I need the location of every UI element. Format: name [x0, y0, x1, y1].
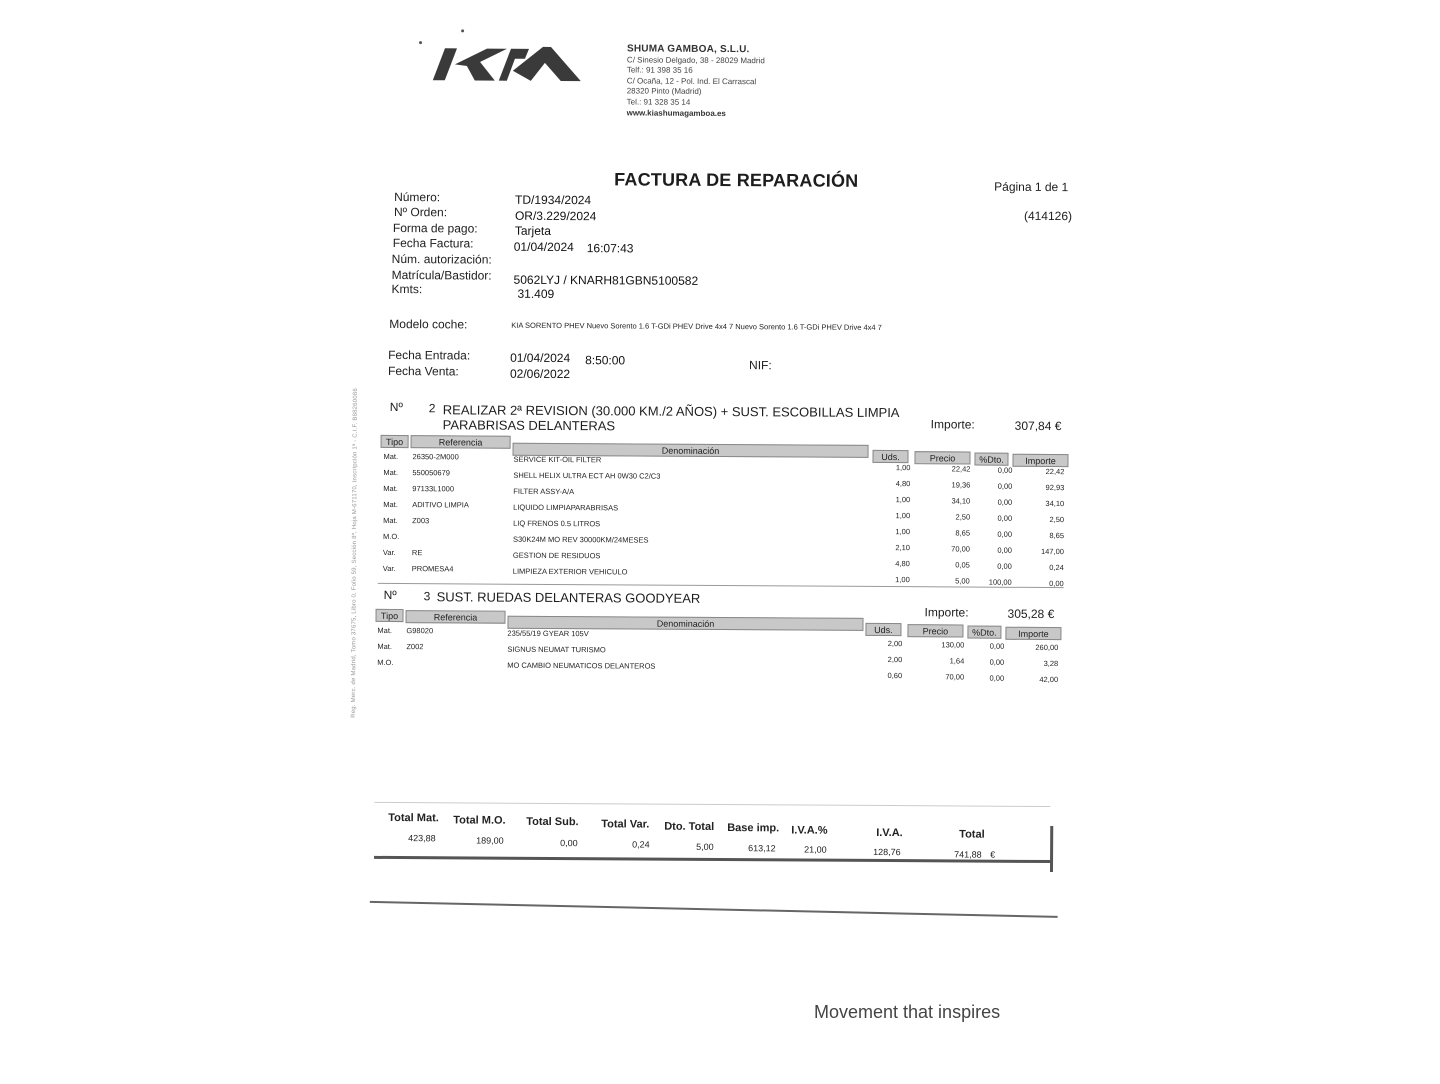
section-no-label: Nº	[383, 587, 397, 603]
cell-referencia: G98020	[406, 626, 434, 636]
cell-denominacion: SHELL HELIX ULTRA ECT AH 0W30 C2/C3	[513, 470, 661, 481]
cell-dto: 0,00	[997, 497, 1013, 507]
total-sub-label: Total Sub.	[526, 815, 579, 829]
cell-tipo: M.O.	[377, 657, 394, 668]
section-3-rows	[376, 626, 1076, 690]
total-var-value: 0,24	[632, 839, 650, 850]
cell-uds: 2,00	[887, 639, 903, 649]
total-mo-value: 189,00	[476, 835, 504, 846]
cell-dto: 0,00	[997, 545, 1012, 555]
section-description: SUST. RUEDAS DELANTERAS GOODYEAR	[436, 589, 701, 606]
total-sub-value: 0,00	[560, 838, 578, 849]
col-precio: Precio	[914, 451, 970, 464]
col-denominacion: Denominación	[513, 443, 869, 458]
cell-denominacion: SERVICE KIT-OIL FILTER	[513, 454, 602, 465]
cell-uds: 1,00	[895, 495, 911, 505]
section-importe-value: 307,84 €	[1014, 418, 1062, 434]
forma-pago-label: Forma de pago:	[392, 220, 478, 236]
cell-uds: 2,10	[895, 543, 910, 553]
numero-label: Número:	[394, 190, 441, 205]
cell-tipo: Mat.	[383, 467, 399, 478]
fecha-entrada-label: Fecha Entrada:	[388, 347, 471, 363]
dto-total-value: 5,00	[696, 841, 714, 852]
cell-precio: 19,36	[951, 480, 971, 490]
cell-referencia: ADITIVO LIMPIA	[412, 500, 469, 510]
cell-tipo: Mat.	[383, 483, 398, 494]
fecha-venta-label: Fecha Venta:	[387, 363, 459, 379]
cell-dto: 0,00	[997, 465, 1013, 475]
section-no-label: Nº	[389, 399, 403, 415]
cell-uds: 2,00	[887, 655, 903, 665]
company-name: SHUMA GAMBOA, S.L.U.	[626, 43, 750, 56]
col-importe: Importe	[1005, 627, 1061, 640]
base-imp-value: 613,12	[748, 843, 776, 854]
cell-precio: 34,10	[951, 496, 971, 506]
col-referencia: Referencia	[405, 610, 505, 624]
company-address-line: C/ Ocaña, 12 - Pol. Ind. El Carrascal	[626, 76, 757, 86]
cell-precio: 8,65	[955, 528, 971, 538]
cell-tipo: Mat.	[383, 515, 398, 526]
col-tipo: Tipo	[375, 609, 403, 622]
cell-importe: 42,00	[1039, 674, 1059, 685]
matricula-label: Matrícula/Bastidor:	[391, 267, 492, 283]
total-amount: 741,88	[954, 849, 982, 860]
modelo-label: Modelo coche:	[389, 316, 468, 332]
col-referencia: Referencia	[411, 435, 511, 449]
cell-dto: 0,00	[989, 641, 1005, 651]
section-importe-label: Importe:	[924, 605, 969, 620]
col-tipo: Tipo	[381, 435, 409, 448]
client-reference: (414126)	[1023, 208, 1073, 224]
cell-dto: 0,00	[997, 513, 1013, 523]
iva-percent-label: I.V.A.%	[791, 824, 828, 837]
cell-referencia: 26350-2M000	[412, 452, 459, 462]
cell-precio: 0,05	[955, 560, 970, 570]
cell-precio: 5,00	[955, 576, 970, 586]
company-address-line: Telf.: 91 398 35 16	[626, 65, 693, 76]
cell-importe: 8,65	[1049, 531, 1065, 541]
cell-precio: 2,50	[955, 512, 971, 522]
cell-importe: 3,28	[1043, 658, 1059, 669]
iva-percent-value: 21,00	[804, 844, 827, 855]
forma-pago-value: Tarjeta	[514, 223, 551, 238]
cell-importe: 147,00	[1040, 546, 1064, 557]
section-number: 2	[428, 401, 436, 416]
total-mo-label: Total M.O.	[453, 814, 506, 827]
cell-dto: 0,00	[997, 481, 1013, 491]
cell-precio: 22,42	[951, 464, 971, 474]
cell-importe: 2,50	[1049, 515, 1065, 525]
company-info	[627, 44, 765, 119]
col-uds: Uds.	[872, 450, 908, 463]
col-uds: Uds.	[865, 623, 901, 636]
cell-denominacion: SIGNUS NEUMAT TURISMO	[507, 644, 606, 655]
company-address-line: Tel.: 91 328 35 14	[626, 97, 691, 107]
cell-tipo: Var.	[382, 563, 396, 574]
total-currency: €	[990, 849, 996, 860]
cell-dto: 0,00	[989, 657, 1005, 667]
totals-topline	[374, 802, 1050, 807]
col-importe: Importe	[1012, 454, 1068, 467]
section-importe-value: 305,28 €	[1007, 606, 1055, 622]
num-autorizacion-label: Núm. autorización:	[391, 251, 492, 267]
orden-label: Nº Orden:	[393, 205, 448, 220]
orden-value: OR/3.229/2024	[514, 208, 597, 224]
dto-total-label: Dto. Total	[664, 820, 715, 833]
cell-dto: 0,00	[997, 529, 1013, 539]
cell-referencia: 550050679	[412, 468, 450, 478]
cell-referencia: RE	[411, 548, 423, 558]
page-number: Página 1 de 1	[994, 179, 1069, 195]
section-importe-label: Importe:	[930, 417, 975, 432]
cell-importe: 34,10	[1045, 498, 1065, 509]
cell-importe: 0,00	[1049, 579, 1064, 589]
cell-precio: 1,64	[949, 656, 965, 666]
footer-line	[370, 901, 1058, 918]
company-address-line: C/ Sinesio Delgado, 38 - 28029 Madrid	[626, 55, 765, 65]
cell-precio: 130,00	[941, 640, 965, 650]
cell-referencia: Z002	[406, 642, 424, 652]
kmts-value: 31.409	[517, 286, 555, 301]
cell-tipo: Mat.	[377, 641, 392, 651]
cell-referencia: 97133L1000	[412, 484, 455, 494]
cell-denominacion: FILTER ASSY-A/A	[513, 486, 575, 497]
cell-uds: 1,00	[895, 511, 911, 521]
col-precio: Precio	[907, 624, 963, 637]
cell-importe: 92,93	[1045, 482, 1065, 493]
cell-dto: 100,00	[988, 577, 1012, 587]
total-var-label: Total Var.	[601, 818, 650, 831]
cell-tipo: Var.	[382, 547, 396, 558]
section-number: 3	[423, 589, 431, 604]
cell-precio: 70,00	[945, 672, 965, 682]
invoice-title: FACTURA DE REPARACIÓN	[614, 169, 859, 191]
base-imp-label: Base imp.	[727, 822, 780, 835]
cell-uds: 4,80	[895, 479, 911, 489]
cell-importe: 22,42	[1045, 466, 1065, 477]
cell-uds: 4,80	[895, 559, 910, 569]
cell-precio: 70,00	[951, 544, 970, 554]
registry-side-text: Reg. Merc. de Madrid, Tomo 37675, Libro 0, Folio 59, Sección 8ª, Hoja M-671170, Inscripción 1ª - C.I.F. B88260086	[350, 388, 359, 718]
cell-denominacion: GESTION DE RESIDUOS	[512, 550, 601, 561]
cell-uds: 0,60	[887, 671, 903, 681]
cell-uds: 1,00	[895, 463, 911, 473]
cell-denominacion: MO CAMBIO NEUMATICOS DELANTEROS	[507, 660, 656, 671]
cell-referencia: Z003	[412, 516, 430, 526]
cell-referencia: PROMESA4	[411, 564, 454, 574]
col-denominacion: Denominación	[507, 616, 863, 631]
cell-denominacion: LIQ FRENOS 0.5 LITROS	[513, 518, 601, 529]
total-mat-value: 423,88	[408, 833, 436, 844]
kia-logo	[431, 40, 583, 85]
table-row	[376, 657, 1076, 685]
cell-tipo: Mat.	[377, 625, 393, 635]
section-description: REALIZAR 2ª REVISION (30.000 KM./2 AÑOS) + SUST. ESCOBILLAS LIMPIA PARABRISAS DELANTERAS	[442, 402, 899, 434]
cell-importe: 260,00	[1035, 642, 1059, 653]
cell-denominacion: 235/55/19 GYEAR 105V	[507, 628, 589, 639]
cell-uds: 1,00	[895, 575, 910, 585]
cell-importe: 0,24	[1049, 563, 1064, 573]
totals-box	[374, 804, 1054, 872]
company-address-line: 28320 Pinto (Madrid)	[626, 86, 702, 97]
table-row	[382, 561, 1082, 589]
cell-denominacion: LIMPIEZA EXTERIOR VEHICULO	[512, 566, 628, 577]
cell-tipo: M.O.	[382, 531, 400, 542]
iva-value: 128,76	[873, 846, 901, 858]
logo-dot	[461, 29, 464, 32]
col-dto: %Dto.	[967, 626, 1001, 639]
totals-rightline	[1050, 826, 1053, 872]
numero-value: TD/1934/2024	[515, 192, 592, 208]
matricula-value: 5062LYJ / KNARH81GBN5100582	[513, 272, 699, 288]
iva-label: I.V.A.	[876, 826, 903, 840]
kmts-label: Kmts:	[391, 281, 423, 297]
tagline: Movement that inspires	[814, 1002, 1001, 1022]
cell-uds: 1,00	[895, 527, 911, 537]
totals-underline	[374, 856, 1052, 863]
fecha-entrada-value: 01/04/2024	[510, 350, 571, 366]
cell-tipo: Mat.	[383, 451, 399, 462]
company-website: www.kiashumagamboa.es	[626, 107, 726, 118]
hora-entrada-value: 8:50:00	[585, 353, 626, 368]
cell-dto: 0,00	[989, 673, 1005, 683]
cell-denominacion: LIQUIDO LIMPIAPARABRISAS	[513, 502, 619, 513]
cell-denominacion: S30K24M MO REV 30000KM/24MESES	[512, 534, 649, 545]
total-label: Total	[959, 828, 985, 841]
cell-tipo: Mat.	[383, 499, 398, 510]
modelo-value: KIA SORENTO PHEV Nuevo Sorento 1.6 T-GDi PHEV Drive 4x4 7 Nuevo Sorento 1.6 T-GDi PHEV Drive 4x4 7	[511, 320, 882, 332]
nif-label: NIF:	[749, 358, 772, 373]
hora-factura-value: 16:07:43	[586, 241, 634, 256]
logo-dot	[419, 41, 422, 44]
total-value	[954, 849, 995, 859]
col-dto: %Dto.	[974, 453, 1008, 466]
cell-dto: 0,00	[997, 561, 1012, 571]
fecha-factura-label: Fecha Factura:	[392, 235, 474, 251]
fecha-factura-value: 01/04/2024	[513, 239, 574, 255]
total-mat-label: Total Mat.	[388, 811, 439, 825]
fecha-venta-value: 02/06/2022	[509, 366, 571, 382]
